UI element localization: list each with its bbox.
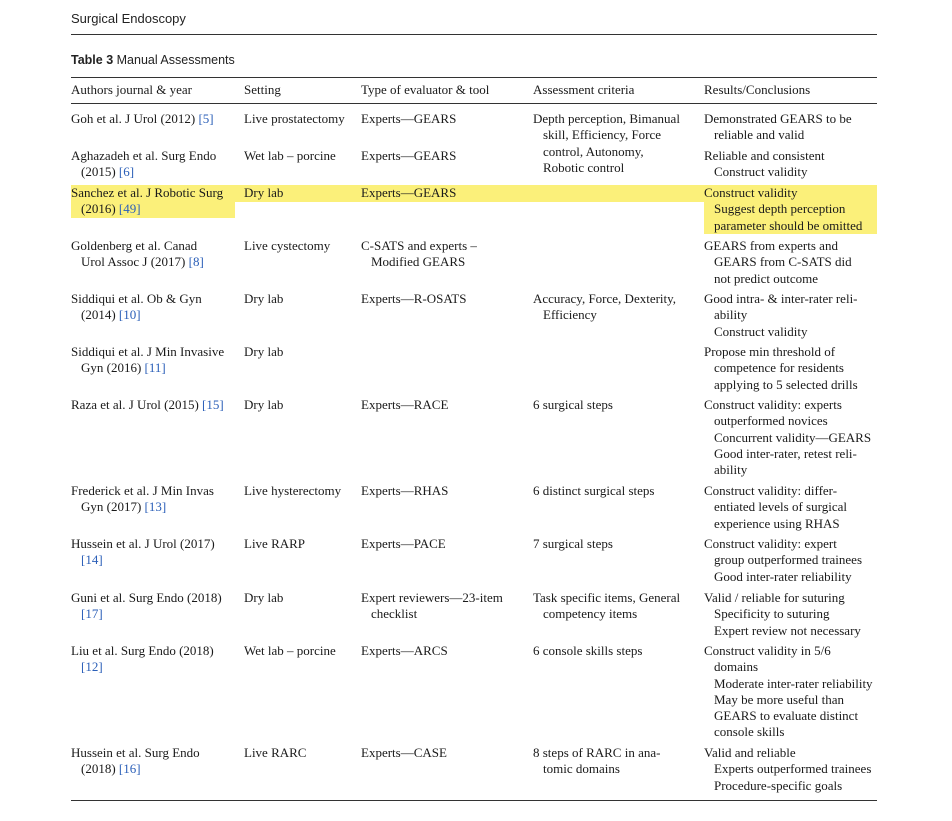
cell-text: Experts—CASE: [361, 745, 447, 760]
cell-text: Experts—RACE: [361, 397, 449, 412]
cell-line: [704, 606, 861, 622]
cell-text: Experts—GEARS: [361, 148, 457, 163]
cell-criteria: [533, 536, 613, 552]
cell-results: [704, 238, 852, 287]
cell-line: [704, 324, 858, 340]
cell-results: [704, 745, 871, 794]
cell-line: [244, 590, 283, 606]
cell-text: entiated levels of surgical: [714, 499, 847, 515]
column-header-authors: Authors journal & year: [71, 82, 192, 97]
cell-line: [71, 745, 200, 761]
cell-line: [704, 483, 847, 499]
cell-results: [704, 483, 847, 532]
cell-setting: [244, 483, 341, 499]
cell-line: [533, 160, 680, 176]
cell-text: competence for residents: [714, 360, 844, 376]
cell-results: [704, 291, 858, 340]
cell-line: [71, 307, 202, 323]
cell-text: experience using RHAS: [714, 515, 840, 531]
cell-text: Efficiency: [543, 307, 597, 323]
cell-line: [361, 148, 456, 164]
cell-text: (2018): [81, 761, 119, 777]
cell-setting: [244, 111, 345, 127]
cell-evaluator: [361, 536, 446, 552]
cell-line: [533, 307, 676, 323]
cell-setting: [244, 148, 336, 164]
cell-text: 6 distinct surgical steps: [533, 483, 655, 498]
cell-criteria: [533, 483, 654, 499]
cell-text: domains: [714, 659, 759, 675]
cell-text: Gyn (2016): [81, 360, 145, 376]
cell-text: Expert review not necessary: [714, 622, 861, 638]
cell-line: [361, 745, 447, 761]
cell-line: [533, 111, 680, 127]
cell-line: [533, 144, 680, 160]
cell-text: Dry lab: [244, 291, 284, 306]
cell-text: Live cystectomy: [244, 238, 331, 253]
cell-results: [704, 590, 861, 639]
table-bottom-rule: [71, 800, 877, 801]
cell-author: [71, 111, 214, 127]
table-label: Table 3: [71, 53, 114, 67]
table-top-rule: [71, 77, 877, 78]
cell-line: [704, 516, 847, 532]
cell-line: [704, 590, 861, 606]
cell-text: Concurrent validity—GEARS: [714, 429, 872, 445]
cell-line: [704, 708, 873, 724]
cell-text: Live prostatectomy: [244, 111, 345, 126]
cell-author: [71, 344, 224, 377]
cell-setting: [244, 344, 283, 360]
cell-text: Construct validity: [714, 164, 808, 180]
cell-line: [71, 164, 216, 180]
cell-text: Raza et al. J Urol (2015): [71, 397, 203, 412]
cell-text: Experts—PACE: [361, 536, 446, 551]
cell-text: outperformed novices: [714, 413, 828, 429]
cell-text: Construct validity: [704, 185, 798, 200]
cell-line: [704, 307, 858, 323]
cell-line: [361, 590, 503, 606]
cell-line: [704, 643, 873, 659]
cell-text: 6 console skills steps: [533, 643, 643, 658]
cell-line: [71, 360, 224, 376]
reference-link[interactable]: [11]: [144, 360, 166, 376]
cell-line: [244, 483, 341, 499]
cell-text: Good inter-rater, retest reli-: [714, 445, 857, 461]
cell-text: reliable and valid: [714, 127, 805, 143]
cell-text: GEARS from C-SATS did: [714, 254, 852, 270]
cell-text: Gyn (2017): [81, 499, 145, 515]
cell-line: [704, 218, 862, 234]
cell-author: [71, 590, 222, 623]
cell-results: [704, 148, 825, 181]
cell-line: [71, 111, 214, 127]
cell-text: ability: [714, 462, 748, 478]
cell-line: [704, 111, 852, 127]
cell-setting: [244, 397, 283, 413]
cell-evaluator: [361, 483, 448, 499]
cell-text: Expert reviewers—23-item: [361, 590, 503, 605]
cell-text: Experts—RHAS: [361, 483, 449, 498]
cell-results: [704, 536, 862, 585]
cell-text: Hussein et al. Surg Endo: [71, 745, 200, 760]
cell-text: Construct validity: [714, 323, 808, 339]
cell-line: [704, 377, 858, 393]
cell-text: Goh et al. J Urol (2012): [71, 111, 199, 126]
cell-author: [71, 536, 215, 569]
cell-line: [704, 430, 871, 446]
cell-text: Construct validity: differ-: [704, 483, 838, 498]
cell-text: skill, Efficiency, Force: [543, 127, 662, 143]
reference-link[interactable]: [8]: [188, 254, 204, 270]
cell-text: (2016): [81, 201, 119, 217]
cell-line: [704, 761, 871, 777]
cell-setting: [244, 745, 306, 761]
cell-text: Siddiqui et al. J Min Invasive: [71, 344, 225, 359]
cell-line: [71, 761, 200, 777]
cell-text: Procedure-specific goals: [714, 777, 843, 793]
cell-text: not predict outcome: [714, 270, 818, 286]
cell-line: [244, 397, 283, 413]
cell-text: control, Autonomy,: [543, 143, 644, 159]
cell-text: Dry lab: [244, 344, 284, 359]
cell-text: Aghazadeh et al. Surg Endo: [71, 148, 217, 163]
cell-line: [71, 483, 214, 499]
cell-evaluator: [361, 238, 477, 271]
cell-text: Dry lab: [244, 185, 284, 200]
cell-line: [704, 569, 862, 585]
cell-setting: [244, 536, 305, 552]
cell-results: [704, 643, 873, 741]
cell-text: Robotic control: [543, 159, 625, 175]
cell-author: [71, 397, 224, 413]
cell-line: [361, 397, 448, 413]
cell-line: [704, 291, 858, 307]
cell-author: [71, 643, 214, 676]
cell-line: [704, 238, 852, 254]
cell-text: Experts outperformed trainees: [714, 761, 872, 777]
cell-text: Sanchez et al. J Robotic Surg: [71, 185, 224, 200]
cell-criteria: [533, 111, 680, 176]
cell-text: tomic domains: [543, 761, 620, 777]
cell-line: [71, 590, 222, 606]
cell-text: Frederick et al. J Min Invas: [71, 483, 214, 498]
cell-text: Modified GEARS: [371, 254, 466, 270]
cell-line: [244, 344, 283, 360]
cell-setting: [244, 291, 283, 307]
cell-text: Dry lab: [244, 397, 284, 412]
cell-text: Depth perception, Bimanual: [533, 111, 680, 126]
cell-text: GEARS from experts and: [704, 238, 838, 253]
reference-link[interactable]: [6]: [118, 164, 135, 180]
cell-text: group outperformed trainees: [714, 552, 863, 568]
cell-evaluator: [361, 745, 447, 761]
cell-line: [71, 397, 224, 413]
cell-text: Siddiqui et al. Ob & Gyn: [71, 291, 202, 306]
cell-line: [71, 148, 216, 164]
cell-text: Hussein et al. J Urol (2017): [71, 536, 215, 551]
cell-line: [71, 238, 204, 254]
cell-line: [704, 499, 847, 515]
cell-evaluator: [361, 148, 456, 164]
cell-line: [704, 360, 858, 376]
cell-line: [704, 127, 852, 143]
cell-author: [71, 745, 200, 778]
cell-line: [71, 344, 224, 360]
column-header-criteria: Assessment criteria: [533, 82, 635, 97]
cell-text: Guni et al. Surg Endo (2018): [71, 590, 222, 605]
header-bottom-rule: [71, 103, 877, 104]
cell-line: [704, 623, 861, 639]
cell-line: [71, 659, 214, 675]
cell-line: [71, 201, 223, 217]
reference-link[interactable]: [14]: [81, 552, 103, 568]
cell-line: [704, 552, 862, 568]
cell-text: 6 surgical steps: [533, 397, 613, 412]
cell-line: [704, 271, 852, 287]
cell-text: Urol Assoc J (2017): [81, 254, 189, 270]
cell-evaluator: [361, 111, 456, 127]
cell-line: [71, 185, 223, 201]
cell-text: Construct validity: experts: [704, 397, 842, 412]
cell-text: Wet lab – porcine: [244, 643, 336, 658]
cell-line: [244, 745, 306, 761]
cell-text: Goldenberg et al. Canad: [71, 238, 198, 253]
cell-text: checklist: [371, 606, 418, 622]
cell-text: Reliable and consistent: [704, 148, 825, 163]
cell-text: Suggest depth perception: [714, 201, 846, 217]
cell-text: Experts—GEARS: [361, 111, 457, 126]
cell-line: [533, 483, 654, 499]
cell-criteria: [533, 745, 660, 778]
cell-text: Task specific items, General: [533, 590, 681, 605]
cell-text: (2014): [81, 307, 119, 323]
table-caption: [71, 53, 235, 67]
cell-results: [704, 185, 862, 234]
cell-line: [361, 536, 446, 552]
cell-text: May be more useful than: [714, 691, 844, 707]
cell-text: Good intra- & inter-rater reli-: [704, 291, 858, 306]
cell-criteria: [533, 643, 642, 659]
cell-line: [361, 606, 503, 622]
cell-line: [244, 536, 305, 552]
cell-criteria: [533, 590, 680, 623]
cell-line: [71, 291, 202, 307]
cell-text: GEARS to evaluate distinct: [714, 708, 859, 724]
cell-text: Good inter-rater reliability: [714, 568, 852, 584]
column-header-evaluator: Type of evaluator & tool: [361, 82, 490, 97]
cell-line: [704, 413, 871, 429]
cell-line: [704, 536, 862, 552]
cell-line: [244, 238, 330, 254]
cell-text: 8 steps of RARC in ana-: [533, 745, 661, 760]
cell-line: [361, 185, 456, 201]
cell-author: [71, 238, 204, 271]
cell-evaluator: [361, 185, 456, 201]
cell-text: parameter should be omitted: [714, 217, 863, 233]
cell-text: Valid and reliable: [704, 745, 796, 760]
cell-text: Valid / reliable for suturing: [704, 590, 845, 605]
cell-line: [71, 643, 214, 659]
cell-line: [533, 397, 613, 413]
cell-line: [71, 499, 214, 515]
cell-text: Construct validity in 5/6: [704, 643, 831, 658]
cell-evaluator: [361, 397, 448, 413]
cell-line: [533, 643, 642, 659]
cell-evaluator: [361, 590, 503, 623]
reference-link[interactable]: [5]: [198, 111, 214, 126]
cell-text: Accuracy, Force, Dexterity,: [533, 291, 677, 306]
reference-link[interactable]: [17]: [81, 606, 103, 622]
cell-text: Experts—ARCS: [361, 643, 448, 658]
cell-line: [361, 643, 448, 659]
cell-author: [71, 483, 214, 516]
cell-text: ability: [714, 307, 748, 323]
cell-line: [361, 291, 466, 307]
cell-line: [704, 659, 873, 675]
cell-line: [704, 164, 825, 180]
cell-line: [704, 462, 871, 478]
cell-line: [704, 778, 871, 794]
cell-criteria: [533, 397, 613, 413]
cell-line: [244, 185, 283, 201]
cell-text: (2015): [81, 164, 119, 180]
cell-author: [71, 148, 216, 181]
reference-link[interactable]: [13]: [144, 499, 167, 515]
cell-text: C-SATS and experts –: [361, 238, 477, 253]
cell-setting: [244, 238, 330, 254]
cell-line: [704, 676, 873, 692]
cell-setting: [244, 590, 283, 606]
cell-text: competency items: [543, 606, 638, 622]
cell-results: [704, 397, 871, 478]
cell-line: [533, 127, 680, 143]
cell-text: Moderate inter-rater reliability: [714, 675, 873, 691]
cell-text: applying to 5 selected drills: [714, 376, 858, 392]
table-title: Manual Assessments: [116, 53, 235, 67]
cell-evaluator: [361, 291, 466, 307]
cell-line: [704, 692, 873, 708]
cell-line: [704, 148, 825, 164]
cell-text: Live RARP: [244, 536, 306, 551]
reference-link[interactable]: [10]: [118, 307, 141, 323]
cell-line: [71, 552, 215, 568]
cell-evaluator: [361, 643, 448, 659]
column-header-setting: Setting: [244, 82, 281, 97]
cell-text: Live RARC: [244, 745, 307, 760]
cell-results: [704, 111, 852, 144]
cell-line: [71, 606, 222, 622]
cell-text: Dry lab: [244, 590, 284, 605]
cell-text: Wet lab – porcine: [244, 148, 336, 163]
cell-results: [704, 344, 858, 393]
cell-text: Live hysterectomy: [244, 483, 342, 498]
cell-line: [361, 111, 456, 127]
cell-line: [244, 643, 336, 659]
cell-line: [533, 536, 613, 552]
cell-line: [704, 745, 871, 761]
cell-text: Liu et al. Surg Endo (2018): [71, 643, 214, 658]
cell-line: [244, 148, 336, 164]
reference-link[interactable]: [49]: [118, 201, 141, 217]
cell-author: [71, 185, 223, 218]
cell-text: Construct validity: expert: [704, 536, 837, 551]
cell-text: 7 surgical steps: [533, 536, 613, 551]
cell-line: [533, 291, 676, 307]
cell-author: [71, 291, 202, 324]
cell-line: [71, 254, 204, 270]
cell-text: Specificity to suturing: [714, 606, 830, 622]
cell-text: Propose min threshold of: [704, 344, 836, 359]
cell-line: [361, 238, 477, 254]
cell-text: Experts—R-OSATS: [361, 291, 467, 306]
cell-setting: [244, 185, 283, 201]
running-head: Surgical Endoscopy: [71, 11, 186, 26]
cell-line: [361, 254, 477, 270]
cell-line: [704, 254, 852, 270]
cell-line: [533, 606, 680, 622]
cell-line: [704, 446, 871, 462]
cell-setting: [244, 643, 336, 659]
cell-text: Experts—GEARS: [361, 185, 457, 200]
column-header-results: Results/Conclusions: [704, 82, 811, 97]
cell-line: [244, 291, 283, 307]
cell-line: [533, 590, 680, 606]
cell-criteria: [533, 291, 676, 324]
cell-line: [704, 344, 858, 360]
cell-line: [244, 111, 345, 127]
cell-line: [704, 724, 873, 740]
cell-text: Demonstrated GEARS to be: [704, 111, 852, 126]
reference-link[interactable]: [16]: [118, 761, 141, 777]
cell-text: console skills: [714, 724, 785, 740]
reference-link[interactable]: [12]: [81, 659, 103, 675]
cell-line: [704, 185, 862, 201]
cell-line: [533, 745, 660, 761]
cell-line: [361, 483, 448, 499]
cell-line: [704, 397, 871, 413]
reference-link[interactable]: [15]: [202, 397, 224, 412]
cell-line: [704, 201, 862, 217]
header-rule: [71, 34, 877, 35]
cell-line: [533, 761, 660, 777]
cell-line: [71, 536, 215, 552]
